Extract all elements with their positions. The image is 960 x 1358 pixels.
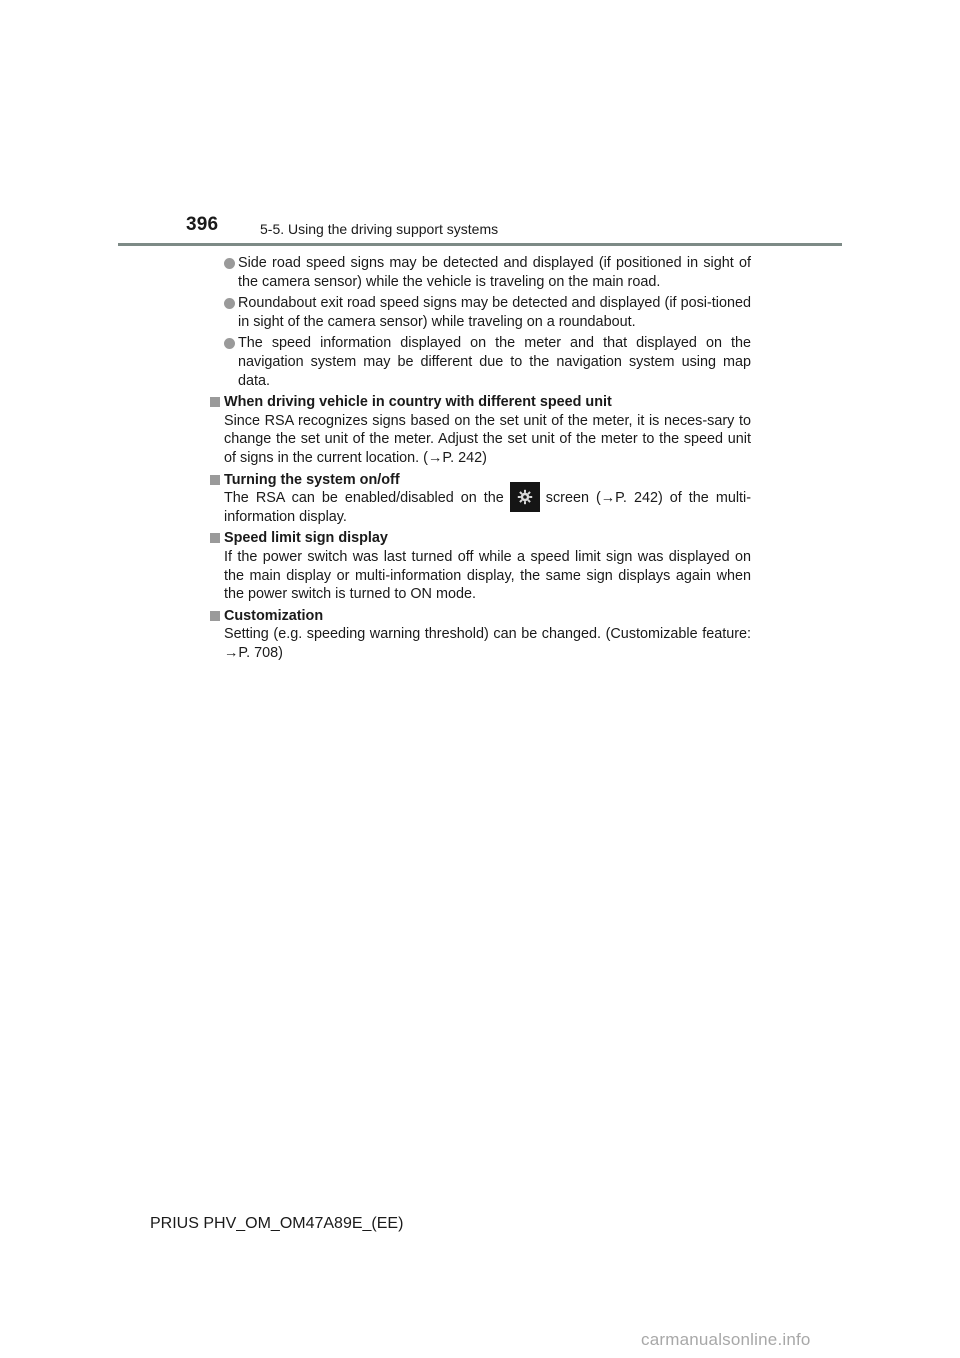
section-heading	[206, 529, 751, 548]
section-body-after-icon: screen (→P. 242) of the multi-information display.	[224, 490, 752, 525]
section-body	[206, 489, 751, 526]
bullet-dot-icon	[224, 298, 235, 309]
section-heading	[206, 393, 751, 412]
section-body: Since RSA recognizes signs based on the set unit of the meter, it is neces-sary to change the set unit of the meter. Adjust the set unit of the meter to the speed unit of signs in the current location. (→P. 242)	[224, 412, 751, 466]
section-speed-unit	[206, 393, 751, 467]
square-bullet-icon	[210, 475, 220, 485]
page-content	[206, 254, 751, 665]
bullet-dot-icon	[224, 258, 235, 269]
bullet-item	[206, 254, 751, 291]
watermark: carmanualsonline.info	[641, 1330, 811, 1349]
square-bullet-icon	[210, 397, 220, 407]
section-body: Setting (e.g. speeding warning threshold) can be changed. (Customizable feature: →P. 708)	[224, 626, 751, 661]
settings-gear-icon	[510, 482, 540, 512]
page-number: 396	[186, 214, 219, 235]
section-body: If the power switch was last turned off while a speed limit sign was displayed on the main display or multi-information display, the same sign displays again when the power switch is turned to ON mode.	[224, 548, 751, 603]
section-heading-text: When driving vehicle in country with different speed unit	[224, 394, 612, 411]
bullet-text: Roundabout exit road speed signs may be detected and displayed (if posi-tioned in sight of the camera sensor) while traveling on a roundabout.	[238, 295, 751, 330]
bullet-item	[206, 294, 751, 331]
section-sign-display	[206, 529, 751, 603]
section-on-off	[206, 471, 751, 527]
section-heading	[206, 471, 751, 490]
section-body-before-icon: The RSA can be enabled/disabled on the	[224, 490, 504, 507]
section-heading-text: Customization	[224, 607, 324, 624]
section-heading-text: Speed limit sign display	[224, 530, 388, 547]
section-customization	[206, 607, 751, 663]
footer-doc-code: PRIUS PHV_OM_OM47A89E_(EE)	[150, 1215, 404, 1232]
square-bullet-icon	[210, 533, 220, 543]
section-heading	[206, 607, 751, 626]
section-heading-text: Turning the system on/off	[224, 471, 400, 488]
square-bullet-icon	[210, 611, 220, 621]
bullet-dot-icon	[224, 338, 235, 349]
bullet-item	[206, 334, 751, 390]
section-title: 5-5. Using the driving support systems	[260, 221, 499, 237]
bullet-text: Side road speed signs may be detected and displayed (if positioned in sight of the camera sensor) while the vehicle is traveling on the main road.	[238, 255, 751, 290]
header-divider	[118, 243, 842, 246]
bullet-text: The speed information displayed on the meter and that displayed on the navigation system may be different due to the navigation system using map data.	[238, 335, 751, 389]
